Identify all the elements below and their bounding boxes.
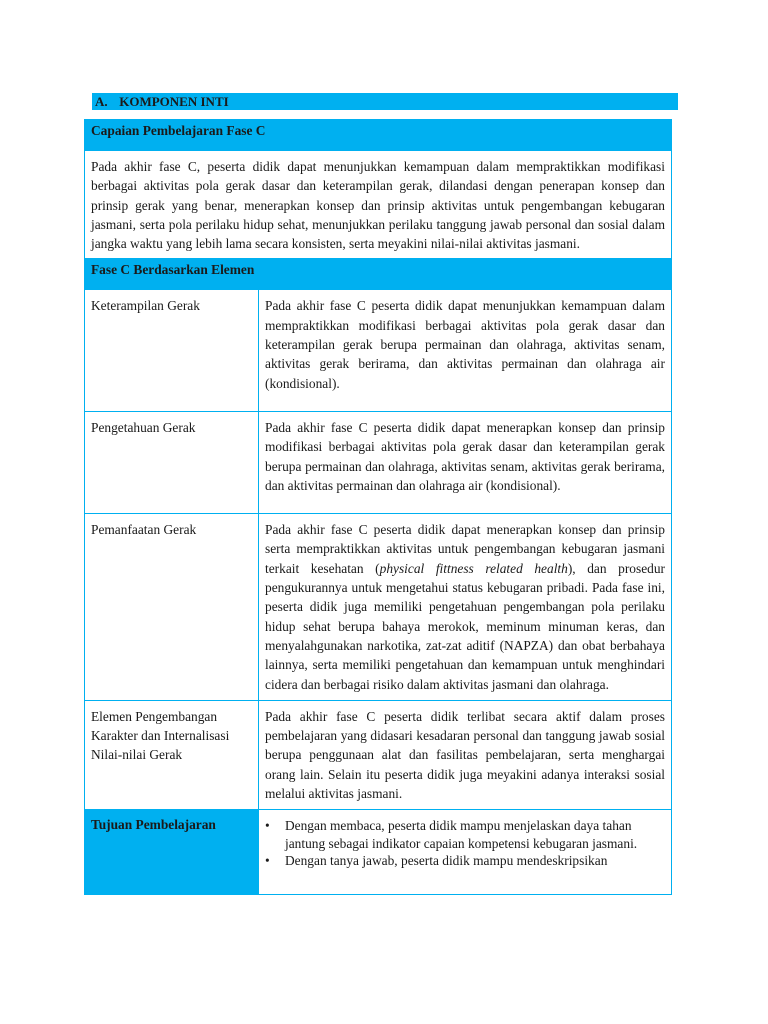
pemanfaatan-text-italic: physical fittness related health bbox=[379, 560, 568, 576]
elemen-row bbox=[85, 700, 672, 809]
elemen-row bbox=[85, 290, 672, 411]
komponen-inti-table bbox=[84, 119, 672, 895]
capaian-header-row bbox=[85, 120, 672, 151]
section-heading bbox=[92, 93, 678, 110]
list-item bbox=[263, 852, 665, 869]
section-title: KOMPONEN INTI bbox=[119, 94, 229, 109]
pemanfaatan-text-part-1: Pada akhir fase C peserta didik dapat menerapkan konsep dan prinsip serta mempraktikkan aktivitas untuk pengembangan kebugaran jasmani terkait kesehatan ( bbox=[265, 522, 665, 576]
tujuan-row bbox=[85, 810, 672, 895]
tujuan-item-text: Dengan membaca, peserta didik mampu menjelaskan daya tahan jantung sebagai indikator capaian kompetensi kebugaran jasmani. bbox=[285, 818, 638, 851]
bullet-icon: • bbox=[265, 852, 270, 868]
elemen-text-keterampilan: Pada akhir fase C peserta didik dapat menunjukkan kemampuan dalam mempraktikkan modifikasi berbagai aktivitas pola gerak dasar dan keterampilan gerak berupa permainan dan olahraga, aktivitas senam, aktivitas gerak berirama, dan aktivitas permainan dan olahraga air (kondisional). bbox=[259, 290, 672, 411]
elemen-name-keterampilan: Keterampilan Gerak bbox=[85, 290, 259, 411]
pemanfaatan-text-part-2: ), dan prosedur pengukurannya untuk mengetahui status kebugaran pribadi. Pada fase ini, peserta didik juga memiliki pengetahuan pengembangan pola perilaku hidup sehat berupa bahaya merokok, meminum minuman keras, dan menyalahgunakan narkotika, zat-zat aditif (NAPZA) dan obat berbahaya lainnya, serta memiliki pengetahuan dan kemampuan untuk menghindari cidera dan berbagai risiko dalam aktivitas jasmani dan olahraga. bbox=[265, 560, 665, 692]
elemen-header-row bbox=[85, 259, 672, 290]
capaian-header: Capaian Pembelajaran Fase C bbox=[85, 120, 672, 151]
tujuan-list bbox=[263, 817, 665, 869]
elemen-name-pemanfaatan: Pemanfaatan Gerak bbox=[85, 514, 259, 701]
elemen-row bbox=[85, 514, 672, 701]
elemen-header: Fase C Berdasarkan Elemen bbox=[85, 259, 672, 290]
bullet-icon: • bbox=[265, 818, 270, 834]
tujuan-list-cell bbox=[259, 810, 672, 895]
elemen-text-karakter: Pada akhir fase C peserta didik terlibat secara aktif dalam proses pembelajaran yang didasari kesadaran personal dan tanggung jawab sosial berupa penggunaan alat dan fasilitas pembelajaran, serta menghargai orang lain. Selain itu peserta didik juga meyakini adanya interaksi sosial melalui aktivitas jasmani. bbox=[259, 700, 672, 809]
elemen-text-pengetahuan: Pada akhir fase C peserta didik dapat menerapkan konsep dan prinsip modifikasi berbagai aktivitas pola gerak dasar dan keterampilan gerak berupa permainan dan olahraga, aktivitas senam, aktivitas gerak berirama, dan aktivitas permainan dan olahraga air (kondisional). bbox=[259, 411, 672, 513]
elemen-text-pemanfaatan bbox=[259, 514, 672, 701]
list-item bbox=[263, 817, 665, 851]
elemen-row bbox=[85, 411, 672, 513]
tujuan-item-text: Dengan tanya jawab, peserta didik mampu mendeskripsikan bbox=[285, 852, 608, 868]
capaian-text-row bbox=[85, 151, 672, 259]
elemen-name-karakter: Elemen Pengembangan Karakter dan Internalisasi Nilai-nilai Gerak bbox=[85, 700, 259, 809]
tujuan-header: Tujuan Pembelajaran bbox=[85, 810, 259, 895]
capaian-paragraph: Pada akhir fase C, peserta didik dapat menunjukkan kemampuan dalam mempraktikkan modifikasi berbagai aktivitas pola gerak dasar dan keterampilan gerak, dilandasi dengan penerapan konsep dan prinsip gerak yang benar, menerapkan konsep dan prinsip aktivitas untuk pengembangan kebugaran jasmani, serta pola perilaku hidup sehat, menunjukkan perilaku tanggung jawab personal dan sosial dalam jangka waktu yang lebih lama secara konsisten, serta meyakini nilai-nilai aktivitas jasmani. bbox=[85, 151, 672, 259]
elemen-name-pengetahuan: Pengetahuan Gerak bbox=[85, 411, 259, 513]
section-number: A. bbox=[95, 94, 108, 109]
